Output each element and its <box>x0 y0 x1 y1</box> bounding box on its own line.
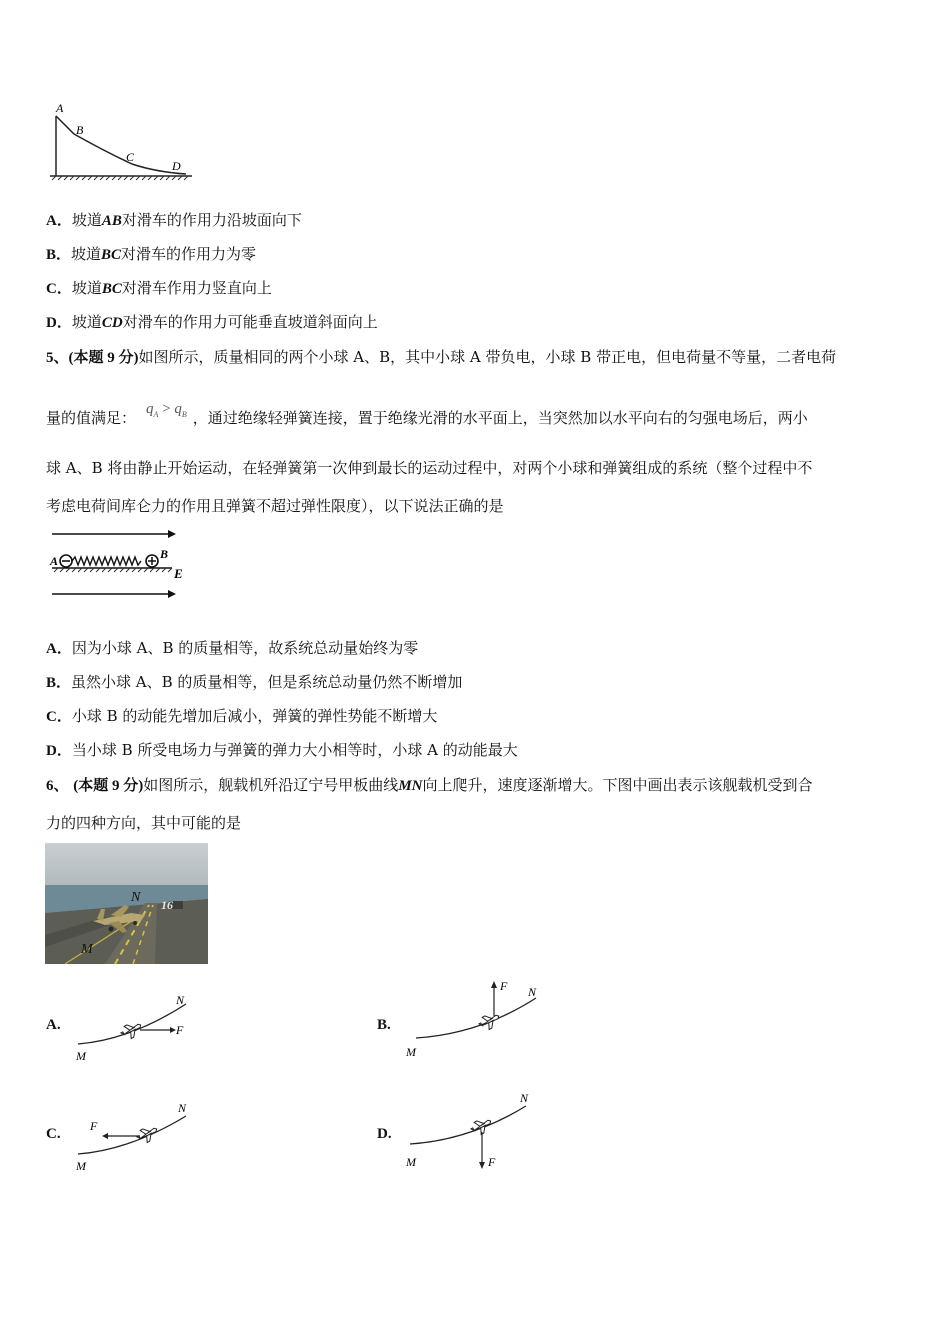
spring <box>72 557 141 565</box>
label-m: M <box>76 1159 86 1173</box>
q6-stem-line1: 6、 (本题 9 分)如图所示，舰载机歼沿辽宁号甲板曲线MN向上爬升，速度逐渐增大。下图中画出表示该舰载机受到合 <box>46 776 813 794</box>
q6-option-c-figure[interactable] <box>70 1096 200 1176</box>
q4-option-a[interactable]: A．坡道AB对滑车的作用力沿坡面向下 <box>46 211 302 229</box>
option-label: C． <box>46 709 72 725</box>
q5-stem-line4: 考虑电荷间库仑力的作用且弹簧不超过弹性限度），以下说法正确的是 <box>46 497 504 515</box>
curve-mn <box>416 998 536 1038</box>
question-score: (本题 9 分) <box>73 778 144 794</box>
charge-formula: $q_A > q_B$ <box>146 401 187 419</box>
q6-stem-line2: 力的四种方向，其中可能的是 <box>46 814 242 832</box>
option-label: D． <box>46 315 72 331</box>
slope-label-c: C <box>126 150 135 164</box>
q5-option-b[interactable]: B．虽然小球 A、B 的质量相等，但是系统总动量仍然不断增加 <box>46 673 463 691</box>
q6-option-c-label[interactable]: C. <box>46 1126 61 1142</box>
slope-figure <box>46 100 196 184</box>
plane-icon <box>477 1010 502 1033</box>
field-arrow-top <box>168 530 176 538</box>
question-score: (本题 9 分) <box>68 350 139 366</box>
ball-b-label: B <box>160 547 169 561</box>
q6-option-b-figure[interactable] <box>400 976 550 1064</box>
q4-option-c[interactable]: C．坡道BC对滑车作用力竖直向上 <box>46 279 272 297</box>
option-label: A． <box>46 641 72 657</box>
q5-option-a[interactable]: A．因为小球 A、B 的质量相等，故系统总动量始终为零 <box>46 639 419 657</box>
photo-label-m: M <box>81 942 93 957</box>
q5-option-c[interactable]: C．小球 B 的动能先增加后减小，弹簧的弹性势能不断增大 <box>46 707 438 725</box>
label-m: M <box>406 1045 416 1059</box>
plane-icon <box>135 1123 160 1146</box>
q6-option-a-label[interactable]: A. <box>46 1017 61 1033</box>
q6-option-d-label[interactable]: D. <box>377 1126 392 1142</box>
label-m: M <box>406 1155 416 1169</box>
label-n: N <box>528 985 537 999</box>
curve-mn <box>410 1106 526 1144</box>
q6-option-b-label[interactable]: B. <box>377 1017 391 1033</box>
deck-number: 16 <box>161 898 173 912</box>
question-number: 5、 <box>46 350 69 366</box>
q5-option-d[interactable]: D．当小球 B 所受电场力与弹簧的弹力大小相等时，小球 A 的动能最大 <box>46 741 518 759</box>
field-label: E <box>174 566 183 581</box>
label-n: N <box>520 1091 529 1105</box>
ball-a-label: A <box>50 554 59 568</box>
option-label: D． <box>46 743 72 759</box>
force-label: F <box>90 1119 98 1133</box>
option-label: A． <box>46 213 72 229</box>
slope-label-b: B <box>76 123 84 137</box>
spring-figure <box>46 528 196 604</box>
q5-stem-line3: 球 A、B 将由静止开始运动，在轻弹簧第一次伸到最长的运动过程中，对两个小球和弹簧组成的系统（整个过程中不 <box>46 459 813 477</box>
slope-label-a: A <box>56 101 64 115</box>
force-label: F <box>500 979 508 993</box>
force-label: F <box>488 1155 496 1169</box>
photo-label-n: N <box>131 890 141 905</box>
option-label: C． <box>46 281 72 297</box>
q4-option-d[interactable]: D．坡道CD对滑车的作用力可能垂直坡道斜面向上 <box>46 313 378 331</box>
carrier-deck-photo <box>45 843 208 964</box>
question-number: 6、 <box>46 778 69 794</box>
label-n: N <box>176 993 185 1007</box>
slope-label-d: D <box>172 159 181 173</box>
q6-option-a-figure[interactable] <box>70 990 200 1064</box>
option-label: B． <box>46 247 72 263</box>
field-arrow-bottom <box>168 590 176 598</box>
label-n: N <box>178 1101 187 1115</box>
q6-option-d-figure[interactable] <box>400 1086 550 1178</box>
label-m: M <box>76 1049 86 1063</box>
q4-option-b[interactable]: B．坡道BC对滑车的作用力为零 <box>46 245 257 263</box>
option-label: B． <box>46 675 72 691</box>
q5-stem-line2: 量的值满足： $q_A > q_B$ ，通过绝缘轻弹簧连接，置于绝缘光滑的水平面上，当突然加以水平向右的匀强电场后，两小 <box>46 401 808 427</box>
force-label: F <box>176 1023 184 1037</box>
q5-stem-line1: 5、(本题 9 分)如图所示，质量相同的两个小球 A、B，其中小球 A 带负电，小球 B 带正电，但电荷量不等量，二者电荷 <box>46 348 837 366</box>
